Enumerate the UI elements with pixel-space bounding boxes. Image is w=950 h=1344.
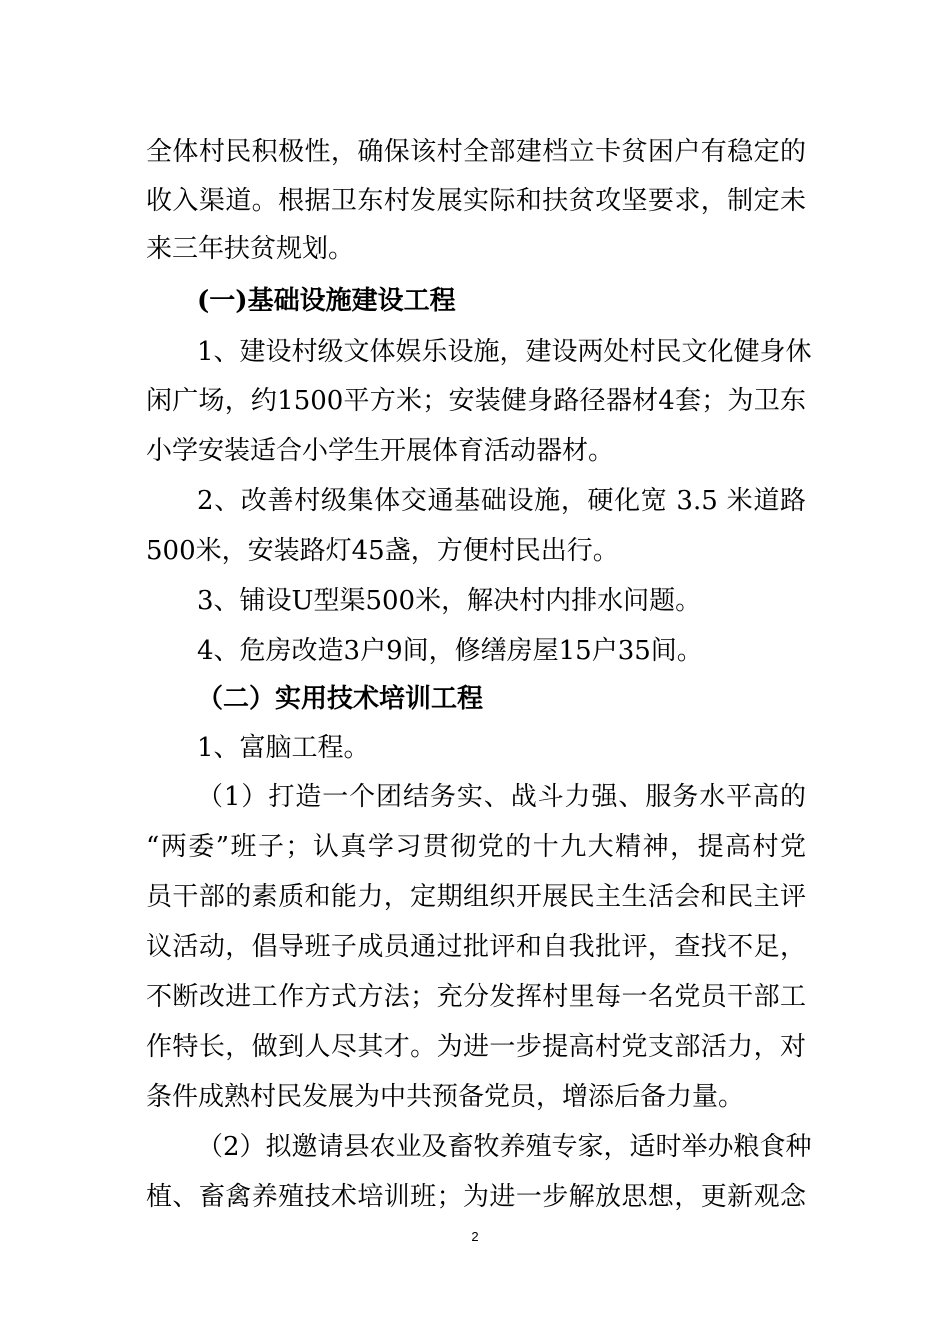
paragraph-line: 1、富脑工程。 <box>197 733 370 763</box>
paragraph-line: 收入渠道。根据卫东村发展实际和扶贫攻坚要求，制定未 <box>146 186 806 216</box>
section-heading-infrastructure: (一)基础设施建设工程 <box>197 286 456 316</box>
paragraph-line: 2、改善村级集体交通基础设施，硬化宽 3.5 米道路 <box>197 486 806 516</box>
paragraph-line: 小学安装适合小学生开展体育活动器材。 <box>146 436 615 466</box>
paragraph-line: “两委”班子；认真学习贯彻党的十九大精神，提高村党 <box>146 832 806 862</box>
paragraph-line: 议活动，倡导班子成员通过批评和自我批评，查找不足， <box>146 932 806 962</box>
paragraph-line: （2）拟邀请县农业及畜牧养殖专家，适时举办粮食种 <box>197 1132 812 1162</box>
paragraph-line: 1、建设村级文体娱乐设施，建设两处村民文化健身休 <box>197 337 812 367</box>
paragraph-line: 员干部的素质和能力，定期组织开展民主生活会和民主评 <box>146 882 806 912</box>
paragraph-line: 500米，安装路灯45盏，方便村民出行。 <box>146 536 619 566</box>
section-heading-training: （二）实用技术培训工程 <box>197 684 484 714</box>
paragraph-line: 全体村民积极性，确保该村全部建档立卡贫困户有稳定的 <box>146 137 806 167</box>
paragraph-line: 来三年扶贫规划。 <box>146 234 355 264</box>
paragraph-line: 闲广场，约1500平方米；安装健身路径器材4套；为卫东 <box>146 386 806 416</box>
paragraph-line: 不断改进工作方式方法；充分发挥村里每一名党员干部工 <box>146 982 806 1012</box>
paragraph-line: 4、危房改造3户9间，修缮房屋15户35间。 <box>197 636 703 666</box>
paragraph-line: 条件成熟村民发展为中共预备党员，增添后备力量。 <box>146 1082 745 1112</box>
paragraph-line: 作特长，做到人尽其才。为进一步提高村党支部活力，对 <box>146 1032 806 1062</box>
paragraph-line: 植、畜禽养殖技术培训班；为进一步解放思想，更新观念 <box>146 1182 806 1212</box>
page-number: 2 <box>471 1229 479 1244</box>
paragraph-line: （1）打造一个团结务实、战斗力强、服务水平高的 <box>197 782 806 812</box>
paragraph-line: 3、铺设U型渠500米，解决村内排水问题。 <box>197 586 702 616</box>
